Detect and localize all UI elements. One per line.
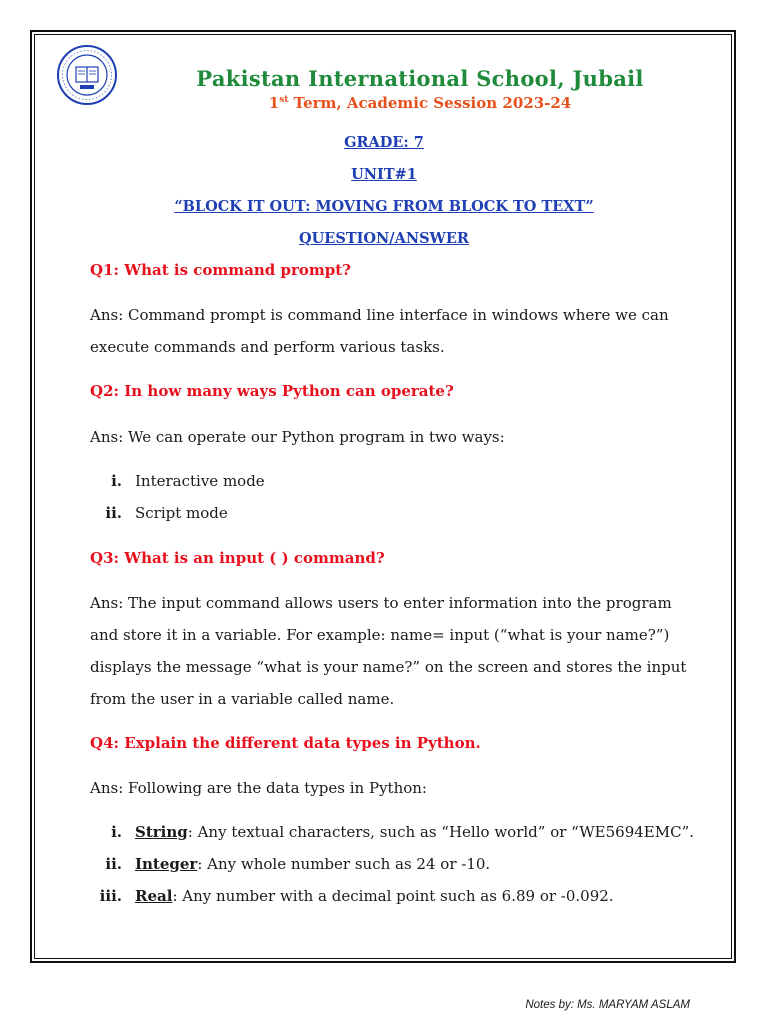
list-number: i. — [111, 472, 122, 490]
question-1: Q1: What is command prompt? — [90, 261, 351, 279]
question-2: Q2: In how many ways Python can operate? — [90, 382, 454, 400]
list-number: ii. — [105, 504, 122, 522]
answer-line: Ans: Following are the data types in Python: — [90, 779, 427, 797]
answer-line: and store it in a variable. For example: name= input (“what is your name?”) — [90, 626, 670, 644]
unit-title-heading: “BLOCK IT OUT: MOVING FROM BLOCK TO TEXT” — [174, 198, 594, 215]
term-ordinal: 1 — [268, 94, 280, 112]
answer-line: Ans: The input command allows users to enter information into the program — [90, 594, 672, 612]
question-4: Q4: Explain the different data types in Python. — [90, 734, 481, 752]
data-type-desc: : Any textual characters, such as “Hello world” or “WE5694EMC”. — [187, 823, 695, 841]
data-type-term: Real — [135, 887, 173, 905]
list-text — [135, 823, 694, 841]
list-text — [135, 887, 614, 905]
term-session — [150, 94, 690, 112]
grade-heading: GRADE: 7 — [344, 134, 424, 151]
answer-line: Ans: We can operate our Python program in two ways: — [90, 428, 505, 446]
answer-line: from the user in a variable called name. — [90, 690, 395, 708]
school-name: Pakistan International School, Jubail — [196, 66, 644, 91]
answer-line: Ans: Command prompt is command line interface in windows where we can — [90, 306, 669, 324]
list-number: iii. — [99, 887, 122, 905]
term-suffix: st — [279, 95, 289, 105]
unit-heading: UNIT#1 — [351, 166, 417, 183]
answer-2 — [90, 421, 690, 453]
term-text: Term, Academic Session 2023-24 — [288, 94, 572, 112]
data-type-term: Integer — [135, 855, 198, 873]
list-number: ii. — [105, 855, 122, 873]
school-crest-icon — [56, 44, 118, 106]
answer-1 — [90, 299, 690, 363]
answer-4 — [90, 772, 690, 804]
question-3: Q3: What is an input ( ) command? — [90, 549, 385, 567]
list-text: Script mode — [135, 504, 228, 522]
list-text — [135, 855, 490, 873]
data-type-desc: : Any whole number such as 24 or -10. — [197, 855, 491, 873]
section-heading: QUESTION/ANSWER — [299, 230, 469, 247]
data-type-desc: : Any number with a decimal point such as 6.89 or -0.092. — [172, 887, 614, 905]
answer-3 — [90, 587, 690, 715]
list-number: i. — [111, 823, 122, 841]
notes-by-footer: Notes by: Ms. MARYAM ASLAM — [525, 999, 690, 1011]
data-type-term: String — [135, 823, 188, 841]
answer-line: execute commands and perform various tasks. — [90, 338, 445, 356]
answer-line: displays the message “what is your name?” on the screen and stores the input — [90, 658, 687, 676]
list-text: Interactive mode — [135, 472, 265, 490]
